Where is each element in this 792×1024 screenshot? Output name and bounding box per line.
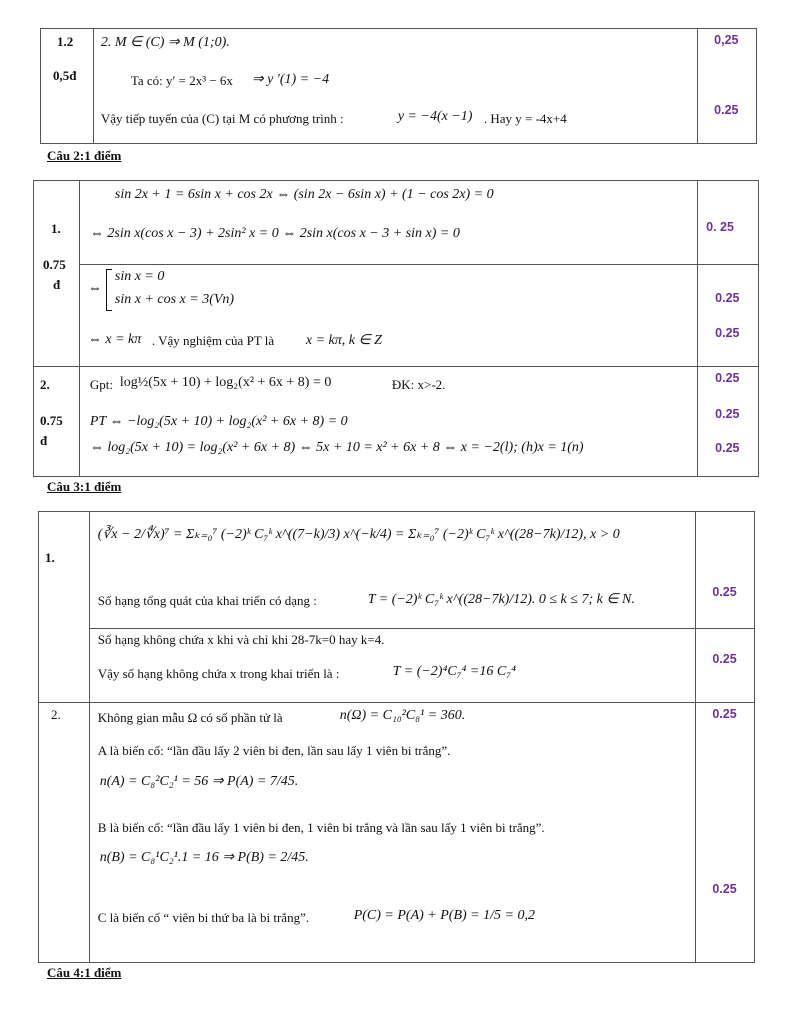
solution-equation: ⇔ x = kπ bbox=[87, 332, 142, 347]
binomial-expansion: (∛x − 2/∜x)⁷ = Σₖ₌₀⁷ (−2)ᵏ C₇ᵏ x^((7−k)/3) x^(−k/4) = Σₖ₌₀⁷ (−2)ᵏ C₇ᵏ x^((28−7k)/12), x > 0 bbox=[97, 527, 620, 542]
cell-label-2-1 bbox=[34, 181, 80, 367]
table-cau-2 bbox=[33, 180, 759, 477]
cell-content-3-1a bbox=[89, 512, 696, 629]
solution-set: x = kπ, k ∈ Z bbox=[305, 333, 382, 348]
cell-score-3-1a bbox=[696, 512, 755, 629]
heading-cau-2: Câu 2:1 điểm bbox=[47, 148, 122, 163]
score: 0.25 bbox=[712, 707, 737, 721]
event-a-equation: n(A) = C₈²C₂¹ = 56 ⇒ P(A) = 7/45. bbox=[99, 774, 299, 789]
score: 0.25 bbox=[715, 291, 740, 305]
part-unit: đ bbox=[53, 277, 61, 292]
derivative-text: Ta có: y′ = 2x³ − 6x bbox=[130, 73, 233, 88]
score: 0.25 bbox=[712, 652, 737, 666]
result-equation: T = (−2)⁴C₇⁴ =16 C₇⁴ bbox=[392, 664, 516, 679]
part-unit: đ bbox=[40, 433, 48, 448]
cell-content-2-1a bbox=[79, 181, 697, 265]
tangent-equation: y = −4(x −1) bbox=[397, 109, 473, 124]
score: 0.25 bbox=[715, 441, 740, 455]
condition-text: Số hạng không chứa x khi và chỉ khi 28-7k=0 hay k=4. bbox=[97, 632, 385, 647]
table-cau-3 bbox=[38, 511, 755, 963]
sample-space-text: Không gian mẫu Ω có số phần tử là bbox=[97, 710, 283, 725]
system-line: sin x + cos x = 3(Vn) bbox=[114, 292, 235, 307]
event-b-text: B là biến cố: “lần đầu lấy 1 viên bi đen, 1 viên bi trắng và lần sau lấy 1 viên bi trắng”. bbox=[97, 820, 545, 835]
score: 0.25 bbox=[714, 103, 739, 117]
cell-label-3-2 bbox=[39, 703, 90, 963]
score: 0,25 bbox=[714, 33, 739, 47]
cell-label-2-2 bbox=[34, 367, 80, 477]
equation-point-m: 2. M ∈ (C) ⇒ M (1;0). bbox=[100, 35, 230, 50]
table-section-1-2 bbox=[40, 28, 757, 144]
solution-text: . Vậy nghiệm của PT là bbox=[151, 333, 275, 348]
cell-content-3-2 bbox=[89, 703, 696, 963]
general-term-text: Số hạng tổng quát của khai triển có dạng : bbox=[97, 593, 317, 608]
score: 0. 25 bbox=[706, 220, 734, 234]
cell-label-3-1 bbox=[39, 512, 90, 703]
system-prefix: ⇔ bbox=[87, 281, 102, 296]
domain-condition: ĐK: x>-2. bbox=[391, 377, 446, 392]
event-c-text: C là biến cố “ viên bi thứ ba là bi trắng”. bbox=[97, 910, 310, 925]
part-points: 0.75 bbox=[40, 413, 63, 428]
part-label: 1. bbox=[51, 221, 61, 236]
cell-score-3-1b bbox=[696, 629, 755, 703]
cell-label-1-2 bbox=[41, 29, 94, 144]
row-label: 1.2 bbox=[57, 34, 74, 49]
result-text: Vậy số hạng không chứa x trong khai triển là : bbox=[97, 666, 340, 681]
event-b-equation: n(B) = C₈¹C₂¹.1 = 16 ⇒ P(B) = 2/45. bbox=[99, 850, 309, 865]
gpt-label: Gpt: bbox=[89, 377, 113, 392]
heading-cau-4: Câu 4:1 điểm bbox=[47, 965, 122, 980]
cell-score-1-2 bbox=[698, 29, 757, 144]
event-c-equation: P(C) = P(A) + P(B) = 1/5 = 0,2 bbox=[353, 908, 535, 923]
tangent-text: Vậy tiếp tuyến của (C) tại M có phương trình : bbox=[100, 111, 344, 126]
heading-cau-3: Câu 3:1 điểm bbox=[47, 479, 122, 494]
cell-content-2-1b bbox=[79, 265, 697, 367]
part-points: 0.75 bbox=[43, 257, 66, 272]
equation-line: sin 2x + 1 = 6sin x + cos 2x ⇔ (sin 2x − 6sin x) + (1 − cos 2x) = 0 bbox=[114, 187, 494, 202]
part-label: 2. bbox=[40, 377, 50, 392]
part-label: 2. bbox=[51, 707, 61, 722]
derivative-value: ⇒ y ′(1) = −4 bbox=[251, 72, 330, 87]
system-bracket bbox=[106, 269, 112, 311]
system-line: sin x = 0 bbox=[114, 269, 165, 284]
tangent-simplified: . Hay y = -4x+4 bbox=[483, 111, 567, 126]
cell-score-2-2 bbox=[698, 367, 759, 477]
event-a-text: A là biến cố: “lần đầu lấy 2 viên bi đen, lần sau lấy 1 viên bi trắng”. bbox=[97, 743, 451, 758]
cell-content-1-2 bbox=[93, 29, 697, 144]
equation-line: PT ⇔ −log₂(5x + 10) + log₂(x² + 6x + 8) = 0 bbox=[89, 414, 348, 429]
score: 0.25 bbox=[715, 407, 740, 421]
cell-content-2-2 bbox=[79, 367, 697, 477]
cell-score-2-1b bbox=[698, 265, 759, 367]
equation-line: ⇔ 2sin x(cos x − 3) + 2sin² x = 0 ⇔ 2sin x(cos x − 3 + sin x) = 0 bbox=[89, 226, 460, 241]
row-points: 0,5đ bbox=[53, 68, 77, 83]
general-term-equation: T = (−2)ᵏ C₇ᵏ x^((28−7k)/12). 0 ≤ k ≤ 7; k ∈ N. bbox=[367, 592, 635, 607]
equation-line: ⇔ log₂(5x + 10) = log₂(x² + 6x + 8) ⇔ 5x + 10 = x² + 6x + 8 ⇔ x = −2(l); (h)x = 1(n) bbox=[89, 440, 584, 455]
cell-content-3-1b bbox=[89, 629, 696, 703]
score: 0.25 bbox=[715, 371, 740, 385]
score: 0.25 bbox=[715, 326, 740, 340]
cell-score-3-2 bbox=[696, 703, 755, 963]
score: 0.25 bbox=[712, 585, 737, 599]
sample-space-equation: n(Ω) = C₁₀²C₈¹ = 360. bbox=[339, 708, 466, 723]
cell-score-2-1a bbox=[698, 181, 759, 265]
part-label: 1. bbox=[45, 550, 55, 565]
log-equation: log½(5x + 10) + log₂(x² + 6x + 8) = 0 bbox=[119, 375, 332, 390]
score: 0.25 bbox=[712, 882, 737, 896]
